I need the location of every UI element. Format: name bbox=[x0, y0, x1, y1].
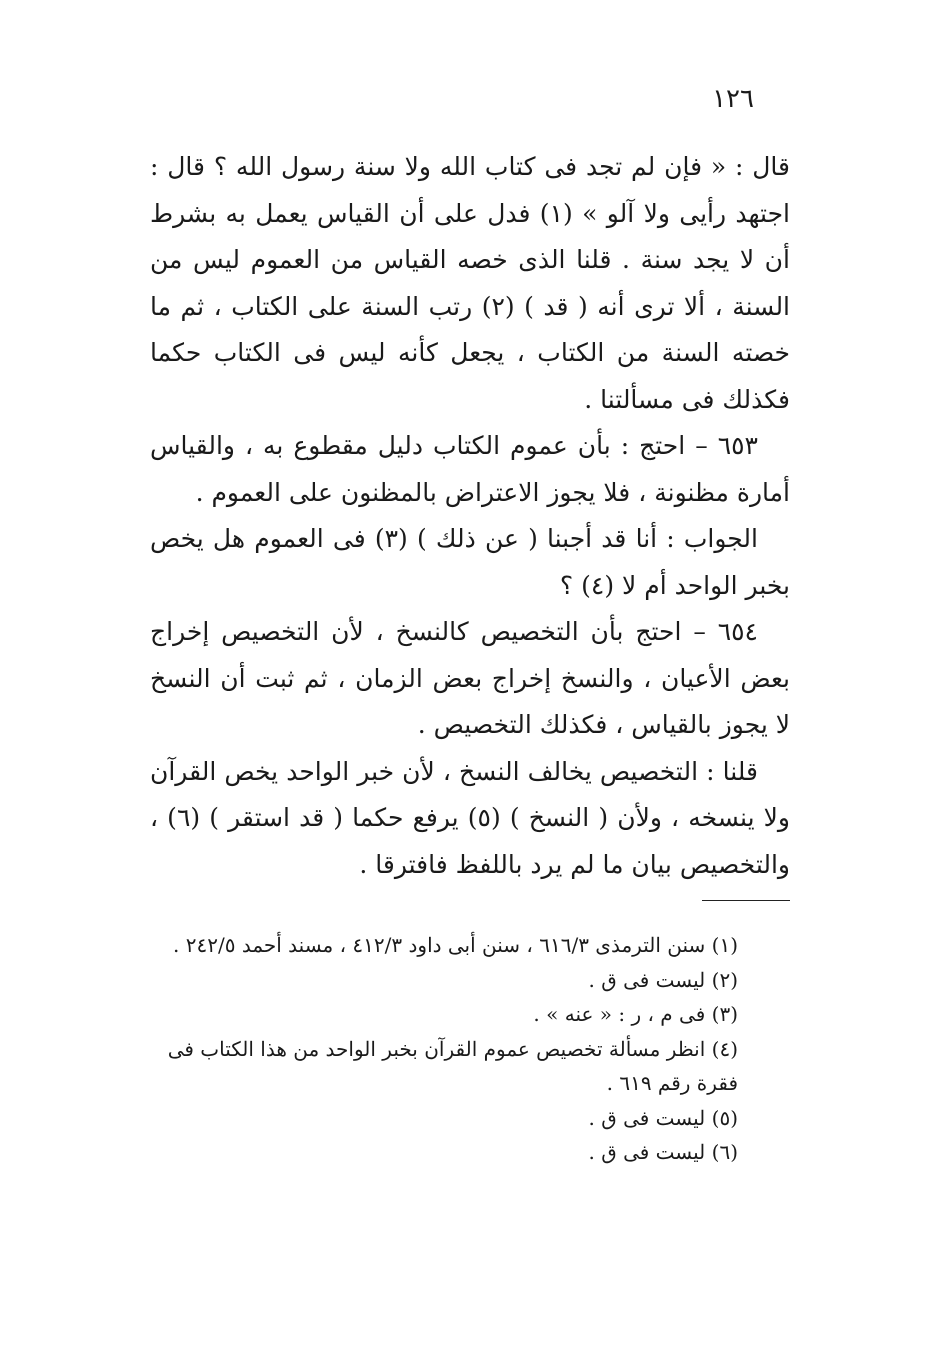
footnotes bbox=[150, 928, 790, 1170]
paragraph-answer: الجواب : أنا قد أجبنا ( عن ذلك ) (٣) فى العموم هل يخص بخبر الواحد أم لا (٤) ؟ bbox=[150, 524, 790, 600]
footnote-divider bbox=[702, 900, 790, 901]
paragraph-654: ٦٥٤ – احتج بأن التخصيص كالنسخ ، لأن التخصيص إخراج بعض الأعيان ، والنسخ إخراج بعض الزمان ، ثم ثبت أن النسخ لا يجوز بالقياس ، فكذلك التخصيص . bbox=[150, 617, 790, 739]
footnote-3: (٣) فى م ، ر : « عنه » . bbox=[533, 1002, 738, 1026]
footnote-2: (٢) ليست فى ق . bbox=[588, 967, 738, 992]
main-text bbox=[150, 144, 790, 888]
paragraph-reply: قلنا : التخصيص يخالف النسخ ، لأن خبر الواحد يخص القرآن ولا ينسخه ، ولأن ( النسخ ) (٥) يرفع حكما ( قد استقر ) (٦) ، والتخصيص بيان ما لم يرد باللفظ فافترقا . bbox=[150, 756, 791, 879]
footnote-6: (٦) ليست فى ق . bbox=[588, 1140, 738, 1164]
footnote-5: (٥) ليست فى ق . bbox=[588, 1105, 738, 1130]
page-number: ١٢٦ bbox=[712, 84, 754, 114]
footnote-4: (٤) انظر مسألة تخصيص عموم القرآن بخبر الواحد من هذا الكتاب فى فقرة رقم ٦١٩ . bbox=[167, 1036, 738, 1095]
paragraph-653: ٦٥٣ – احتج : بأن عموم الكتاب دليل مقطوع به ، والقياس أمارة مظنونة ، فلا يجوز الاعتراض بالمظنون على العموم . bbox=[150, 431, 790, 507]
footnote-1: (١) سنن الترمذى ٦١٦/٣ ، سنن أبى داود ٤١٢/٣ ، مسند أحمد ٢٤٢/٥ . bbox=[173, 933, 738, 957]
paragraph-1: قال : « فإن لم تجد فى كتاب الله ولا سنة رسول الله ؟ قال : اجتهد رأيى ولا آلو » (١) فدل على أن القياس يعمل به بشرط أن لا يجد سنة . قلنا الذى خصه القياس من العموم ليس من السنة ، ألا ترى أنه ( قد ) (٢) رتب السنة على الكتاب ، ثم ما خصته السنة من الكتاب ، يجعل كأنه ليس فى الكتاب حكما فكذلك فى مسألتنا . bbox=[150, 152, 791, 414]
